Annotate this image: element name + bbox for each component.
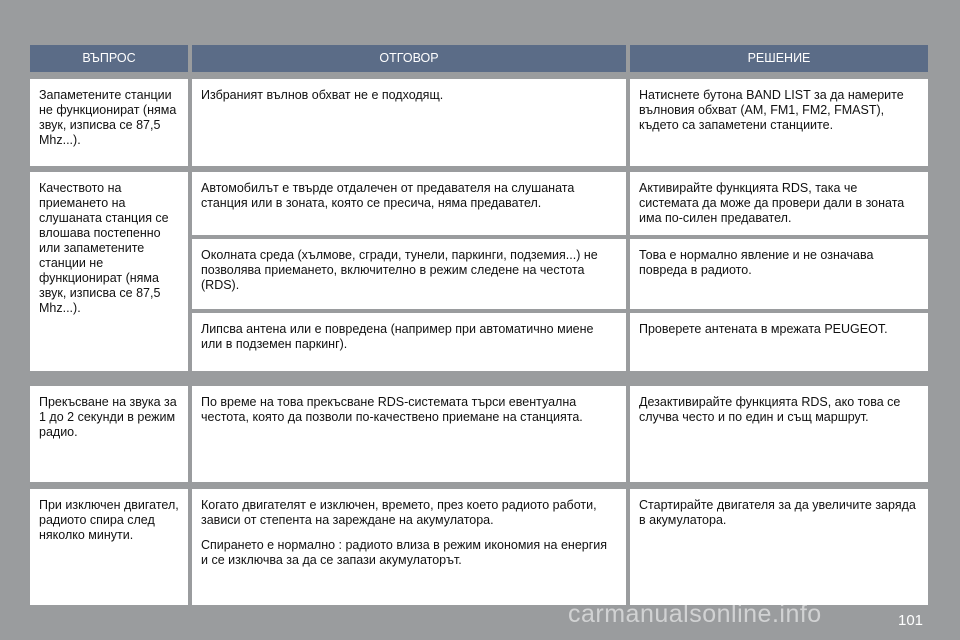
row2-solution2: Това е нормално явление и не означава повреда в радиото. xyxy=(630,239,928,309)
header-question: ВЪПРОС xyxy=(30,45,188,72)
row1-answer: Избраният вълнов обхват не е подходящ. xyxy=(192,79,626,166)
row2-answer2: Околната среда (хълмове, сгради, тунели, паркинги, подземия...) не позволява приемането, включително в режим следене на честота (RDS). xyxy=(192,239,626,309)
row2-solution1: Активирайте функцията RDS, така че системата да може да провери дали в зоната има по-силен предавател. xyxy=(630,172,928,235)
row4-answer xyxy=(192,489,626,605)
header-solution: РЕШЕНИЕ xyxy=(630,45,928,72)
row1-solution: Натиснете бутона BAND LIST за да намерите вълновия обхват (AM, FM1, FM2, FMAST), където са запаметени станциите. xyxy=(630,79,928,166)
row4-question: При изключен двигател, радиото спира след няколко минути. xyxy=(30,489,188,605)
row1-question: Запаметените станции не функционират (няма звук, изписва се 87,5 Mhz...). xyxy=(30,79,188,166)
row2-answer3: Липсва антена или е повредена (например при автоматично миене или в подземен паркинг). xyxy=(192,313,626,371)
watermark: carmanualsonline.info xyxy=(568,600,822,628)
row4-answer-paragraph-2: Спирането е нормално : радиото влиза в режим икономия на енергия и се изключва за да се запази акумулаторът. xyxy=(201,538,608,567)
row2-answer1: Автомобилът е твърде отдалечен от предавателя на слушаната станция или в зоната, която се пресича, няма предавател. xyxy=(192,172,626,235)
row3-answer: По време на това прекъсване RDS-системата търси евентуална честота, която да позволи по-качествено приемане на станцията. xyxy=(192,386,626,482)
row2-solution3: Проверете антената в мрежата PEUGEOT. xyxy=(630,313,928,371)
header-answer: ОТГОВОР xyxy=(192,45,626,72)
row4-solution: Стартирайте двигателя за да увеличите заряда в акумулатора. xyxy=(630,489,928,605)
row3-solution: Дезактивирайте функцията RDS, ако това се случва често и по един и същ маршрут. xyxy=(630,386,928,482)
row4-answer-paragraph-1: Когато двигателят е изключен, времето, през което радиото работи, зависи от степента на зареждане на акумулатора. xyxy=(201,498,597,527)
row3-question: Прекъсване на звука за 1 до 2 секунди в режим радио. xyxy=(30,386,188,482)
page-number: 101 xyxy=(898,612,924,629)
row2-question: Качеството на приемането на слушаната станция се влошава постепенно или запаметените станции не функционират (няма звук, изписва се 87,5 Mhz...). xyxy=(30,172,188,371)
